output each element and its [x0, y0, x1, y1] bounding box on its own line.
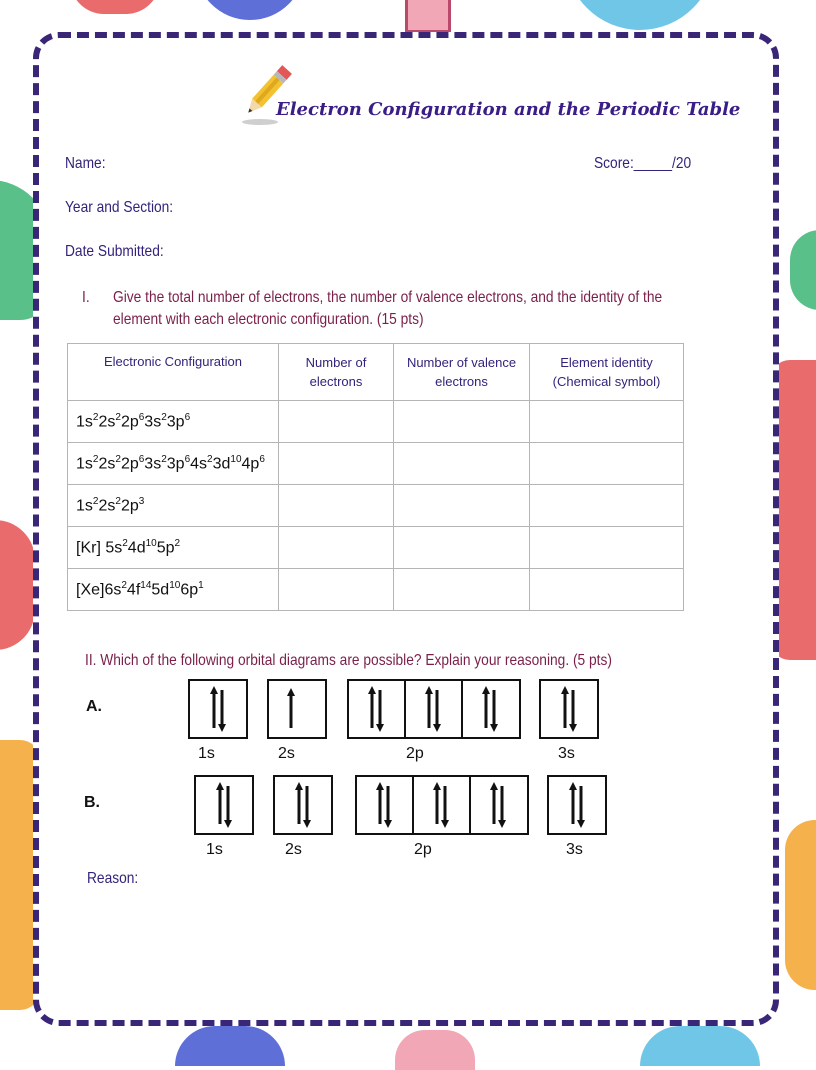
orbital-label-a-2s: 2s — [278, 745, 295, 762]
electron-pair-arrow-icon — [295, 782, 311, 828]
part2-question: II. Which of the following orbital diagrams are possible? Explain your reasoning. (5 pts) — [85, 652, 612, 669]
date-submitted-label: Date Submitted: — [65, 243, 164, 260]
orbital-label-b-3s: 3s — [566, 841, 583, 858]
year-section-label: Year and Section: — [65, 199, 174, 216]
electron-pair-arrow-icon — [482, 686, 498, 732]
orbital-label-a-1s: 1s — [198, 745, 215, 762]
electron-pair-arrow-icon — [433, 782, 449, 828]
part1-instructions-line1: Give the total number of electrons, the number of valence electrons, and the identity of the — [113, 289, 663, 306]
config-cell: [Kr] $5s^24d^{10}5p^2$ — [68, 527, 279, 569]
score-field-label: Score:_____/20 — [594, 155, 692, 172]
electron-pair-arrow-icon — [216, 782, 232, 828]
header-config: Electronic Configuration — [68, 344, 279, 401]
orbital-label-b-2p: 2p — [414, 841, 432, 858]
config-cell: $1s^22s^22p^63s^23p^6$ — [68, 401, 279, 443]
orbital-label-a-3s: 3s — [558, 745, 575, 762]
electron-pair-arrow-icon — [490, 782, 506, 828]
electron-pair-arrow-icon — [210, 686, 226, 732]
part1-instructions-line2: element with each electronic configuration. (15 pts) — [113, 311, 424, 328]
electron-pair-arrow-icon — [569, 782, 585, 828]
orbital-label-b-1s: 1s — [206, 841, 223, 858]
orbital-label-a-2p: 2p — [406, 745, 424, 762]
header-valence: Number of valence electrons — [394, 344, 530, 401]
electron-pair-arrow-icon — [561, 686, 577, 732]
electron-pair-arrow-icon — [368, 686, 384, 732]
header-num-electrons: Number of electrons — [279, 344, 394, 401]
config-cell: $1s^22s^22p^3$ — [68, 485, 279, 527]
header-identity: Element identity (Chemical symbol) — [530, 344, 684, 401]
diagram-a-label: A. — [86, 698, 102, 715]
part1-numeral: I. — [82, 289, 90, 306]
electron-single-arrow-icon — [287, 688, 295, 728]
reason-label: Reason: — [87, 870, 139, 887]
electron-pair-arrow-icon — [425, 686, 441, 732]
config-cell: $1s^22s^22p^63s^23p^64s^23d^{10}4p^6$ — [68, 443, 279, 485]
diagram-b-label: B. — [84, 794, 100, 811]
name-field-label: Name: — [65, 155, 106, 172]
worksheet-title: Electron Configuration and the Periodic Table — [276, 99, 741, 120]
orbital-label-b-2s: 2s — [285, 841, 302, 858]
electron-pair-arrow-icon — [376, 782, 392, 828]
config-cell: $[Xe]6s^24f^{14}5d^{10}6p^1$ — [68, 569, 279, 611]
